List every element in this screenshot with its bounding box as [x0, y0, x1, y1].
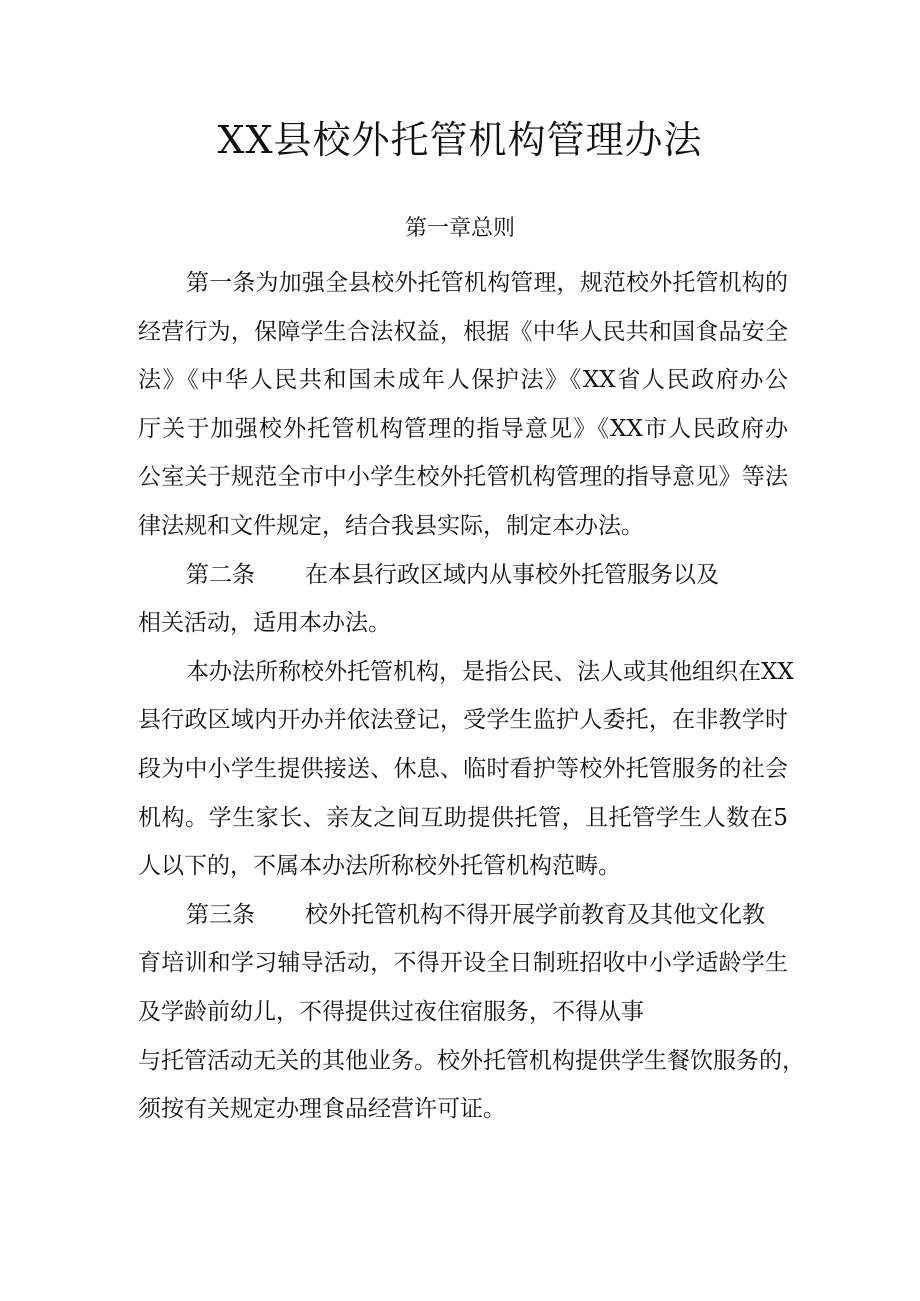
paragraph-line: 县行政区域内开办并依法登记，受学生监护人委托，在非教学时 [138, 707, 788, 734]
article-line [138, 551, 788, 600]
document-body [138, 259, 805, 1134]
article-number: 第三条 [186, 901, 255, 928]
paragraph-line: 段为中小学生提供接送、休息、临时看护等校外托管服务的社会 [138, 755, 788, 782]
chapter-heading: 第一章总则 [404, 216, 515, 241]
paragraph-line: 经营行为，保障学生合法权益，根据《中华人民共和国食品安全 [138, 318, 788, 345]
paragraph-line: 须按有关规定办理食品经营许可证。 [138, 1096, 506, 1123]
document-title: XX县校外托管机构管理办法 [217, 118, 703, 162]
paragraph-line: 育培训和学习辅导活动，不得开设全日制班招收中小学适龄学生 [138, 950, 788, 977]
paragraph-line: 律法规和文件规定，结合我县实际，制定本办法。 [138, 512, 644, 539]
paragraph-line: 第一条为加强全县校外托管机构管理，规范校外托管机构的 [186, 270, 788, 296]
paragraph-line: 人以下的，不属本办法所称校外托管机构范畴。 [138, 853, 621, 880]
paragraph-line: 公室关于规范全市中小学生校外托管机构管理的指导意见》等法 [138, 464, 788, 491]
article-number: 第二条 [186, 561, 255, 588]
article-text: 在本县行政区域内从事校外托管服务以及 [305, 561, 719, 588]
paragraph-line: 厅关于加强校外托管机构管理的指导意见》《XX市人民政府办 [138, 415, 788, 442]
paragraph-line: 及学龄前幼儿，不得提供过夜住宿服务，不得从事 [138, 998, 644, 1025]
paragraph-line: 与托管活动无关的其他业务。校外托管机构提供学生餐饮服务的， [138, 1047, 805, 1074]
paragraph-line: 本办法所称校外托管机构，是指公民、法人或其他组织在XX [186, 658, 794, 685]
article-text: 校外托管机构不得开展学前教育及其他文化教 [305, 901, 765, 928]
article-line [138, 891, 788, 940]
paragraph-line: 法》《中华人民共和国未成年人保护法》《XX省人民政府办公 [138, 367, 788, 394]
paragraph-line: 机构。学生家长、亲友之间互助提供托管，且托管学生人数在5 [138, 804, 788, 831]
paragraph-line: 相关活动，适用本办法。 [138, 610, 391, 637]
